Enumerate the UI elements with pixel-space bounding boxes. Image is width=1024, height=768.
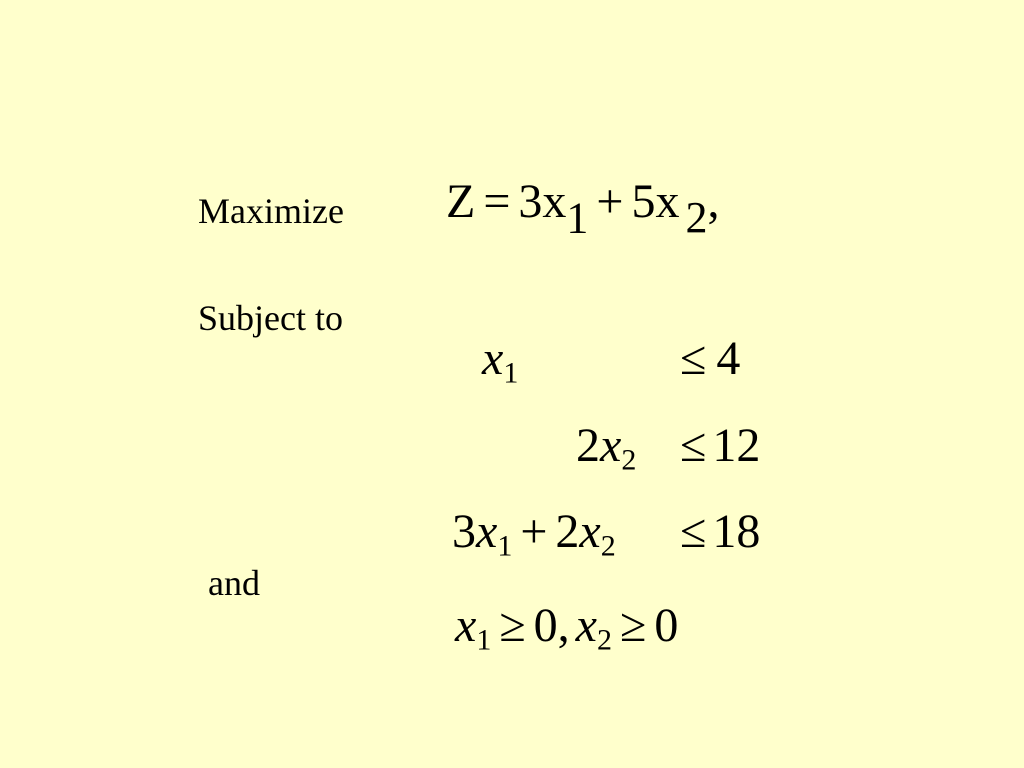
- constraint-1: [482, 332, 519, 390]
- and-label: and: [208, 563, 260, 603]
- maximize-label: Maximize: [198, 191, 344, 231]
- nonnegativity-constraints: [455, 599, 679, 657]
- objective-lhs: Z: [446, 175, 476, 228]
- geq-sign: ≥: [499, 599, 526, 652]
- subscript: 2: [596, 623, 612, 657]
- leq-sign: ≤: [680, 419, 707, 472]
- var-x: x: [482, 332, 504, 385]
- subscript-1: 1: [566, 193, 589, 243]
- objective-function: [446, 175, 720, 243]
- zero-value: 0: [654, 599, 679, 652]
- leq-sign: ≤: [680, 332, 707, 385]
- term-5x: 5x: [631, 175, 680, 228]
- subscript: 2: [600, 529, 616, 563]
- var-x: x: [455, 599, 477, 652]
- coefficient: 2: [576, 419, 600, 472]
- trailing-comma: ,: [707, 175, 720, 228]
- equals-sign: =: [483, 175, 511, 228]
- constraint-2: [576, 419, 637, 477]
- var-x: x: [575, 599, 597, 652]
- subject-to-label: Subject to: [198, 298, 343, 338]
- var-x: x: [579, 505, 601, 558]
- constraint-2-rhs: [680, 419, 761, 472]
- rhs-value: 18: [712, 505, 761, 558]
- term-3x: 3x: [518, 175, 567, 228]
- coefficient: 3: [452, 505, 476, 558]
- comma-separator: ,: [557, 599, 570, 652]
- zero-value: 0: [533, 599, 558, 652]
- var-x: x: [476, 505, 498, 558]
- constraint-1-rhs: [680, 332, 741, 385]
- subscript: 1: [503, 356, 519, 390]
- subscript: 2: [621, 443, 637, 477]
- leq-sign: ≤: [680, 505, 707, 558]
- subscript: 1: [497, 529, 513, 563]
- subscript-2: 2: [685, 193, 708, 243]
- var-x: x: [600, 419, 622, 472]
- constraint-3-rhs: [680, 505, 761, 558]
- plus-sign: +: [520, 505, 548, 558]
- coefficient: 2: [555, 505, 580, 558]
- rhs-value: 4: [716, 332, 741, 385]
- plus-sign: +: [596, 175, 624, 228]
- subscript: 1: [476, 623, 492, 657]
- constraint-3: [452, 505, 616, 563]
- rhs-value: 12: [712, 419, 761, 472]
- geq-sign: ≥: [619, 599, 647, 652]
